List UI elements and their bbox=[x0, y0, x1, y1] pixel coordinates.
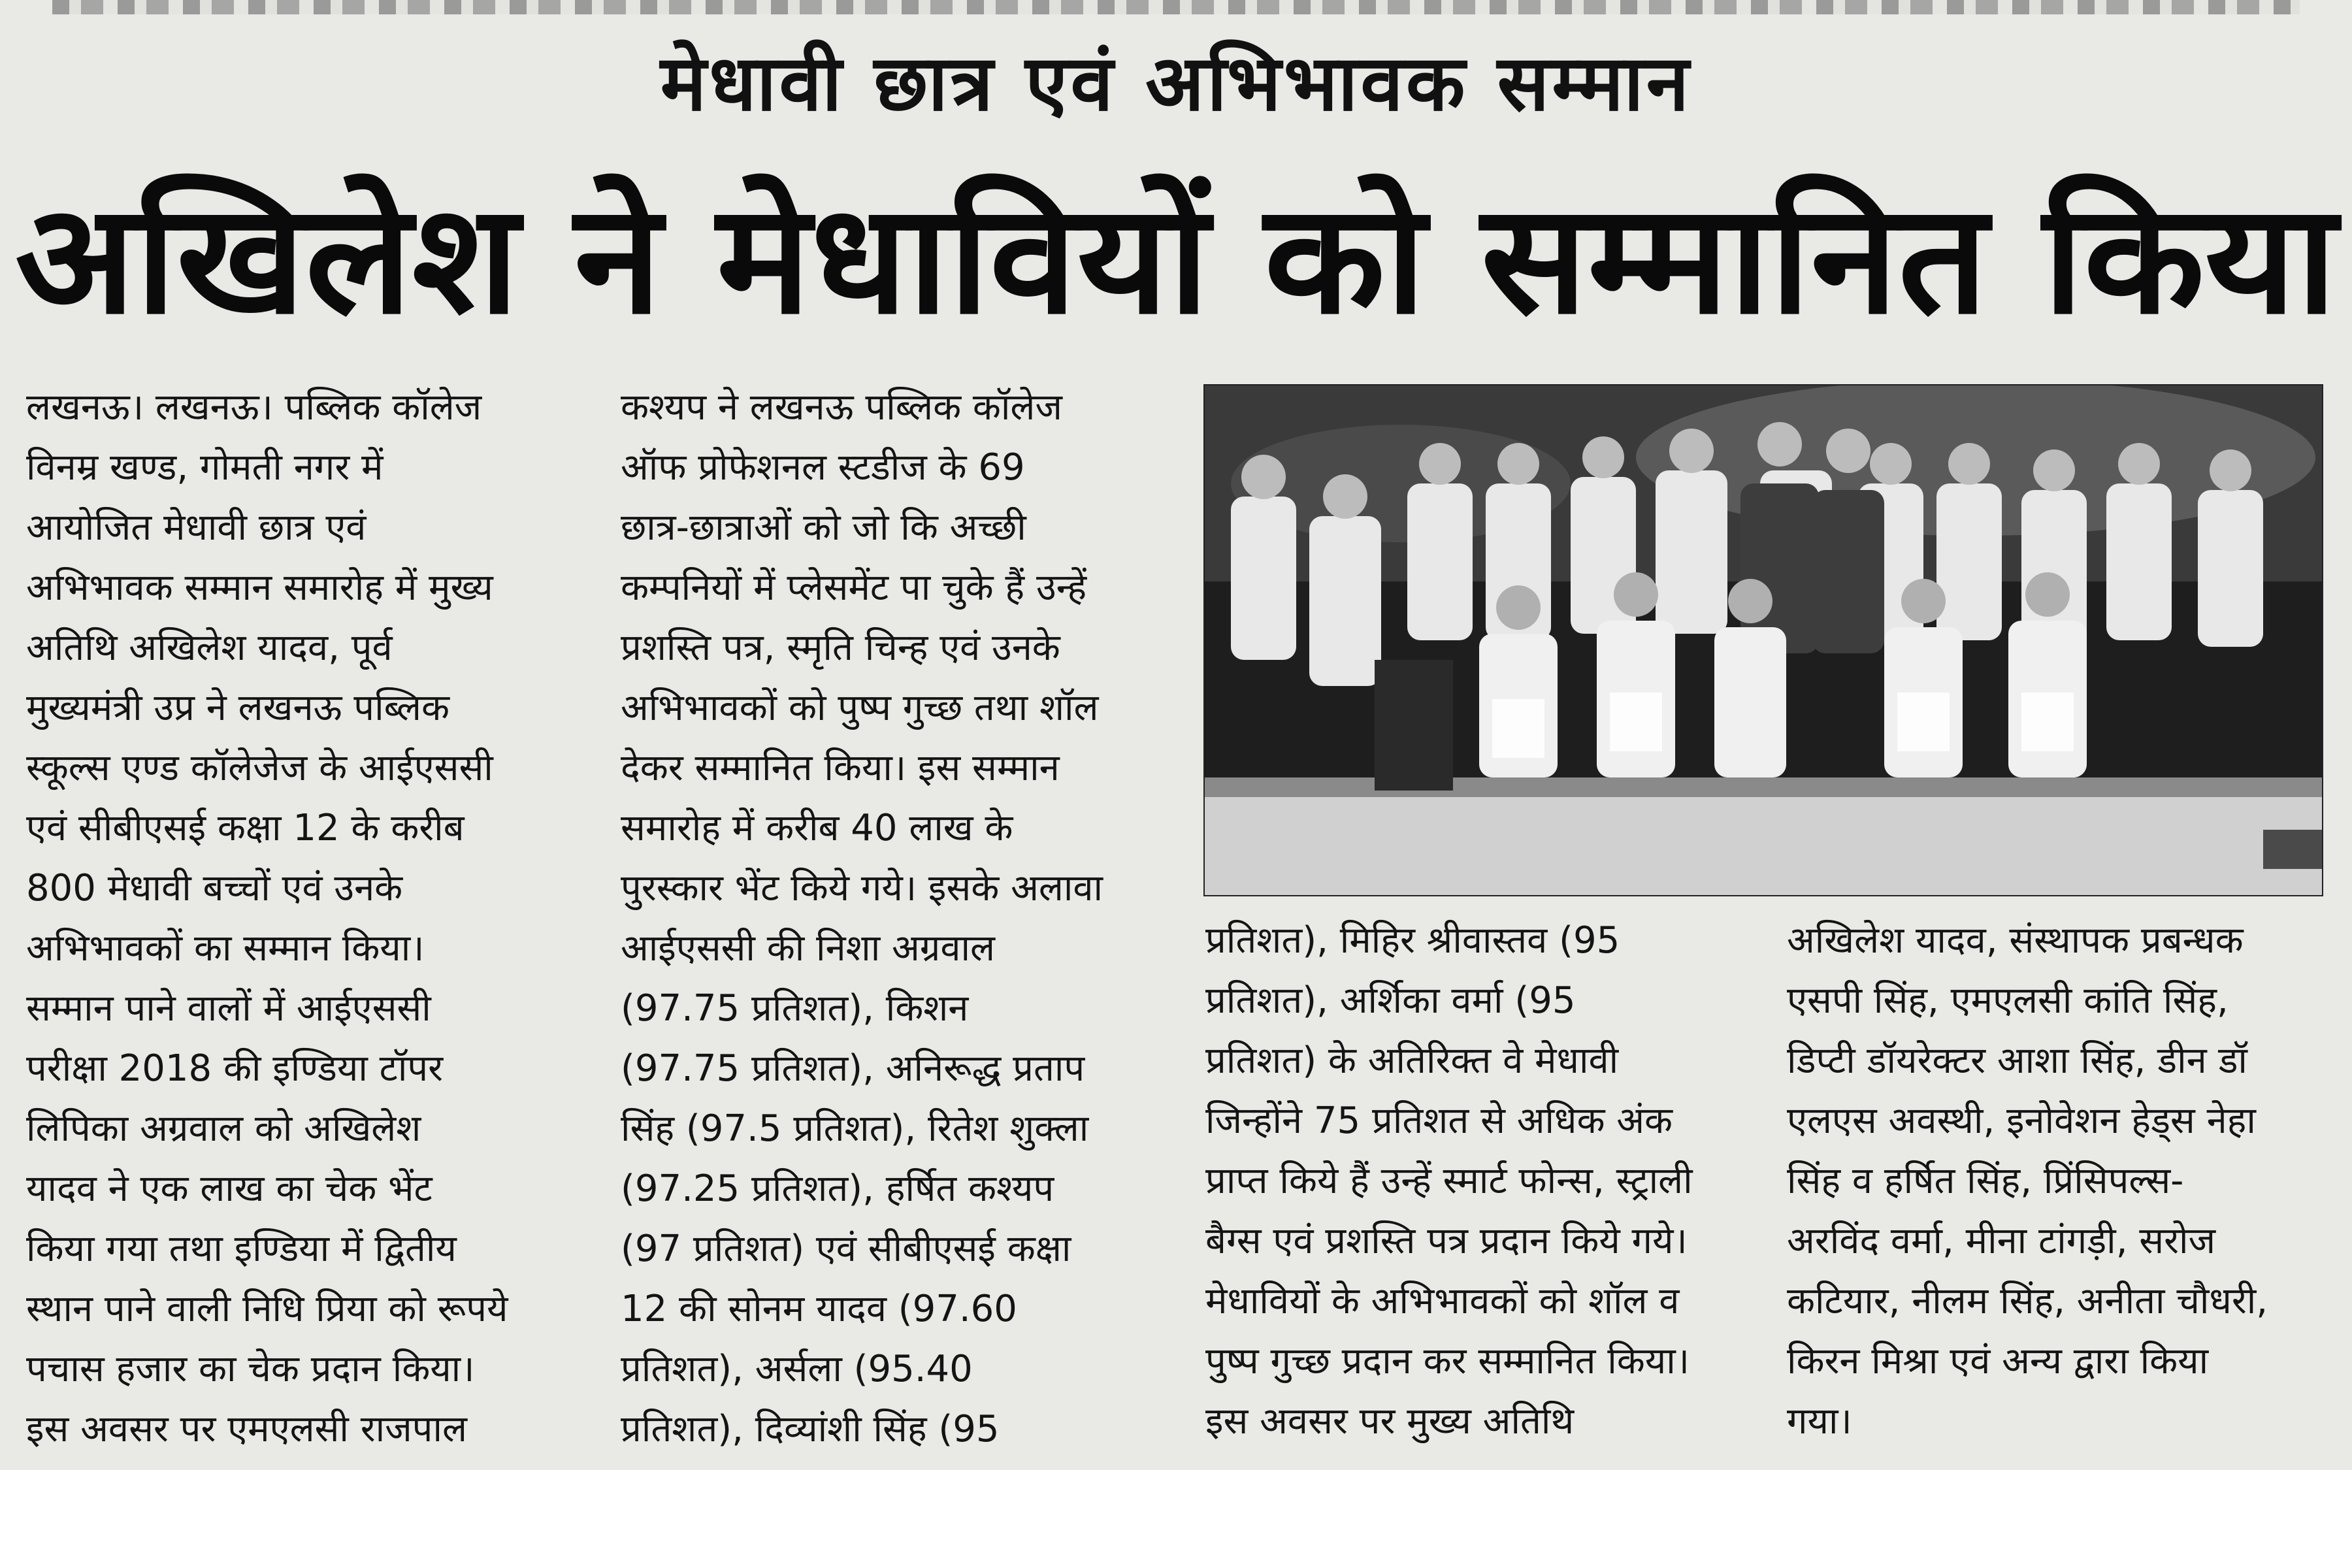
column-line: अभिभावकों को पुष्प गुच्छ तथा शॉल bbox=[621, 687, 1099, 729]
column-line: लखनऊ। लखनऊ। पब्लिक कॉलेज bbox=[26, 386, 482, 429]
column-line: लिपिका अग्रवाल को अखिलेश bbox=[26, 1107, 421, 1150]
column-line: (97 प्रतिशत) एवं सीबीएसई कक्षा bbox=[621, 1228, 1071, 1270]
column-line: जिन्होंने 75 प्रतिशत से अधिक अंक bbox=[1205, 1100, 1673, 1142]
column-line: प्राप्त किये हैं उन्हें स्मार्ट फोन्स, स्ट्राली bbox=[1205, 1160, 1693, 1202]
column-line: समारोह में करीब 40 लाख के bbox=[621, 807, 1013, 849]
column-line: 800 मेधावी बच्चों एवं उनके bbox=[26, 867, 403, 909]
column-line: विनम्र खण्ड, गोमती नगर में bbox=[26, 446, 384, 489]
column-line: बैग्स एवं प्रशस्ति पत्र प्रदान किये गये। bbox=[1205, 1220, 1688, 1262]
column-line: मेधावियों के अभिभावकों को शॉल व bbox=[1205, 1280, 1680, 1322]
article-column-3 bbox=[1205, 911, 1735, 1452]
column-line: पचास हजार का चेक प्रदान किया। bbox=[26, 1348, 475, 1390]
column-line: एवं सीबीएसई कक्षा 12 के करीब bbox=[26, 807, 465, 849]
column-line: अखिलेश यादव, संस्थापक प्रबन्धक bbox=[1787, 919, 2244, 962]
article-headline: अखिलेश ने मेधावियों को सम्मानित किया bbox=[14, 171, 2337, 348]
article-column-4 bbox=[1787, 911, 2323, 1452]
column-line: अरविंद वर्मा, मीना टांगड़ी, सरोज bbox=[1787, 1220, 2216, 1262]
column-line: कश्यप ने लखनऊ पब्लिक कॉलेज bbox=[621, 386, 1062, 429]
column-line: प्रतिशत), अर्सला (95.40 bbox=[621, 1348, 973, 1390]
column-line: अभिभावकों का सम्मान किया। bbox=[26, 927, 425, 970]
column-line: (97.75 प्रतिशत), अनिरूद्ध प्रताप bbox=[621, 1047, 1085, 1090]
column-line: प्रतिशत) के अतिरिक्त वे मेधावी bbox=[1205, 1039, 1619, 1082]
article-column-2 bbox=[621, 378, 1183, 1460]
column-line: मुख्यमंत्री उप्र ने लखनऊ पब्लिक bbox=[26, 687, 450, 729]
column-line: यादव ने एक लाख का चेक भेंट bbox=[26, 1168, 433, 1210]
column-line: गया। bbox=[1787, 1400, 1852, 1443]
column-line: कम्पनियों में प्लेसमेंट पा चुके हैं उन्हें bbox=[621, 566, 1087, 609]
column-line: 12 की सोनम यादव (97.60 bbox=[621, 1288, 1017, 1330]
award-ceremony-photo bbox=[1203, 384, 2323, 896]
column-line: सम्मान पाने वालों में आईएससी bbox=[26, 987, 431, 1030]
column-line: स्कूल्स एण्ड कॉलेजेज के आईएससी bbox=[26, 747, 493, 789]
column-line: अतिथि अखिलेश यादव, पूर्व bbox=[26, 627, 393, 669]
column-line: प्रतिशत), दिव्यांशी सिंह (95 bbox=[621, 1408, 1000, 1450]
column-line: अभिभावक सम्मान समारोह में मुख्य bbox=[26, 566, 493, 609]
column-line: प्रशस्ति पत्र, स्मृति चिन्ह एवं उनके bbox=[621, 627, 1060, 669]
column-line: ऑफ प्रोफेशनल स्टडीज के 69 bbox=[621, 446, 1025, 489]
column-line: आयोजित मेधावी छात्र एवं bbox=[26, 506, 367, 549]
column-line: छात्र-छात्राओं को जो कि अच्छी bbox=[621, 506, 1026, 549]
column-line: कटियार, नीलम सिंह, अनीता चौधरी, bbox=[1787, 1280, 2268, 1322]
article-kicker: मेधावी छात्र एवं अभिभावक सम्मान bbox=[660, 38, 1692, 128]
column-line: परीक्षा 2018 की इण्डिया टॉपर bbox=[26, 1047, 444, 1090]
column-line: इस अवसर पर एमएलसी राजपाल bbox=[26, 1408, 467, 1450]
column-line: स्थान पाने वाली निधि प्रिया को रूपये bbox=[26, 1288, 508, 1330]
column-line: (97.25 प्रतिशत), हर्षित कश्यप bbox=[621, 1168, 1054, 1210]
column-line: किरन मिश्रा एवं अन्य द्वारा किया bbox=[1787, 1340, 2209, 1382]
column-line: पुष्प गुच्छ प्रदान कर सम्मानित किया। bbox=[1205, 1340, 1690, 1382]
column-line: एलएस अवस्थी, इनोवेशन हेड्स नेहा bbox=[1787, 1100, 2256, 1142]
column-line: प्रतिशत), अर्शिका वर्मा (95 bbox=[1205, 979, 1576, 1022]
column-line: देकर सम्मानित किया। इस सम्मान bbox=[621, 747, 1060, 789]
column-line: पुरस्कार भेंट किये गये। इसके अलावा bbox=[621, 867, 1103, 909]
column-line: प्रतिशत), मिहिर श्रीवास्तव (95 bbox=[1205, 919, 1620, 962]
column-line: आईएससी की निशा अग्रवाल bbox=[621, 927, 995, 970]
column-line: एसपी सिंह, एमएलसी कांति सिंह, bbox=[1787, 979, 2229, 1022]
article-column-1 bbox=[26, 378, 588, 1460]
column-line: डिप्टी डॉयरेक्टर आशा सिंह, डीन डॉ bbox=[1787, 1039, 2247, 1082]
column-line: सिंह (97.5 प्रतिशत), रितेश शुक्ला bbox=[621, 1107, 1089, 1150]
column-line: (97.75 प्रतिशत), किशन bbox=[621, 987, 969, 1030]
column-line: किया गया तथा इण्डिया में द्वितीय bbox=[26, 1228, 457, 1270]
column-line: इस अवसर पर मुख्य अतिथि bbox=[1205, 1400, 1575, 1443]
column-line: सिंह व हर्षित सिंह, प्रिंसिपल्स- bbox=[1787, 1160, 2184, 1202]
previous-article-bleed bbox=[52, 0, 2300, 14]
group-photo-illustration bbox=[1205, 385, 2322, 895]
